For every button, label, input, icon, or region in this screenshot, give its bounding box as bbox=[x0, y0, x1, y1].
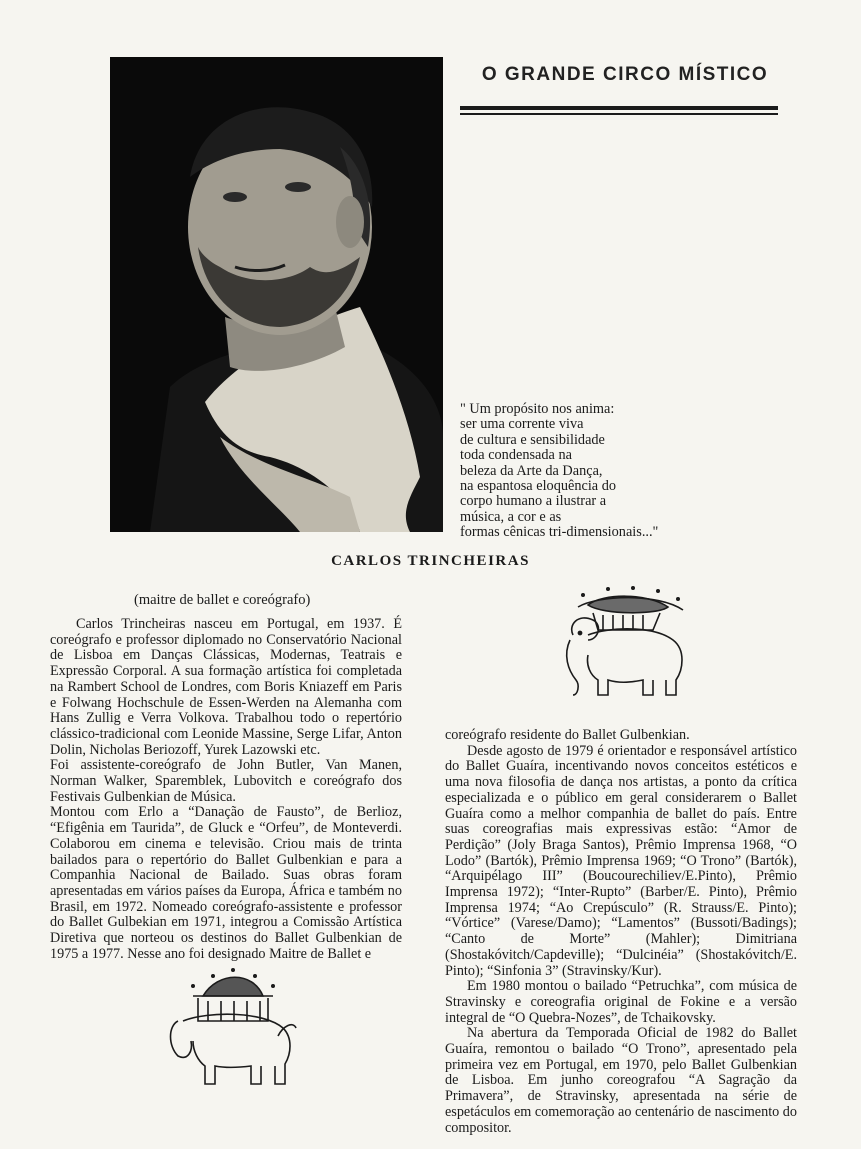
biography-left-column bbox=[50, 617, 402, 962]
title-rule-thin bbox=[460, 113, 778, 115]
circus-elephant-illustration bbox=[163, 966, 298, 1096]
biography-right-column bbox=[445, 728, 797, 1136]
quote-line: ser uma corrente viva bbox=[460, 416, 584, 433]
paragraph: coreógrafo residente do Ballet Gulbenkian. bbox=[445, 727, 690, 743]
portrait-photo bbox=[110, 57, 443, 532]
quote-line: toda condensada na bbox=[460, 447, 572, 464]
paragraph: Montou com Erlo a “Danação de Fausto”, de Berlioz, “Efigênia em Taurida”, de Gluck e “Orfeu”, de Monteverdi. Colaborou em cinema e televisão. Criou mais de trinta bailados para o repertório do Ballet Gulbenkian e para a Companhia Nacional de Bailado. Suas obras foram apresentadas em vários países da Europa, África e também no Brasil, em 1972. Nomeado coreógrafo-assistente e professor do Ballet Gulbekian em 1971, integrou a Comissão Artística Diretiva que norteou os destinos do Ballet Gulbenkian de 1975 a 1977. Nesse ano foi designado Maitre de Ballet e bbox=[50, 804, 402, 962]
quote-line: beleza da Arte da Dança, bbox=[460, 462, 603, 479]
paragraph: Na abertura da Temporada Oficial de 1982 do Ballet Guaíra, remontou o bailado “O Trono”, apresentado pela primeira vez em Portugal, em 1970, pelo Ballet Gulbenkian de Lisboa. Em junho coreografou “A Sagração da Primavera”, de Stravinsky, apresentada na série de espetáculos em comemoração ao centenário de nascimento do compositor. bbox=[445, 1025, 797, 1136]
person-role: (maitre de ballet e coreógrafo) bbox=[134, 592, 311, 608]
quote-block bbox=[460, 402, 720, 541]
page-title: O GRANDE CIRCO MÍSTICO bbox=[481, 64, 769, 85]
quote-line: de cultura e sensibilidade bbox=[460, 431, 605, 448]
quote-line: " Um propósito nos anima: bbox=[460, 401, 615, 417]
quote-line: na espantosa eloquência do bbox=[460, 478, 617, 495]
quote-line: música, a cor e as bbox=[460, 508, 562, 525]
paragraph: Foi assistente-coreógrafo de John Butler, Van Manen, Norman Walker, Sparemblek, Lubovitch e coreógrafo dos Festivais Gulbenkian de Música. bbox=[50, 757, 402, 805]
paragraph: Em 1980 montou o bailado “Petruchka”, com música de Stravinsky e coreografia original de Fokine e a versão integral de “O Quebra-Nozes”, de Tchaikovsky. bbox=[445, 978, 797, 1026]
quote-line: formas cênicas tri-dimensionais..." bbox=[460, 524, 659, 541]
paragraph: Desde agosto de 1979 é orientador e responsável artístico do Ballet Guaíra, incentivando novos conceitos estéticos e uma nova filosofia de dança nos artistas, a ponto da crítica especializada e o público em geral considerarem o Ballet Guaíra como a melhor companhia de ballet do país. Entre suas coreografias mais expressivas estão: “Amor de Perdição” (Joly Braga Santos), Prêmio Imprensa 1968, “O Lodo” (Bartók), Prêmio Imprensa 1969; “O Trono” (Bartók), “Arquipélago III” (Boucourechiliev/E.Pinto), Prêmio Imprensa 1972); “Inter-Rupto” (Barber/E. Pinto), Prêmio Imprensa 1974; “Ao Crepúsculo” (R. Strauss/E. Pinto); “Vórtice” (Varese/Damo); “Lamentos” (Bussoti/Badings); “Canto de Morte” (Mahler); Dimitriana (Shostakóvitch/Capdeville); “Dulcinéia” (Shostakóvitch/E. Pinto); “Sinfonia 3” (Stravinsky/Kur). bbox=[445, 742, 797, 979]
circus-elephant-illustration bbox=[558, 585, 693, 705]
person-name: CARLOS TRINCHEIRAS bbox=[331, 553, 530, 569]
quote-line: corpo humano a ilustrar a bbox=[460, 493, 607, 510]
title-rule bbox=[460, 106, 778, 110]
paragraph: Carlos Trincheiras nasceu em Portugal, em 1937. É coreógrafo e professor diplomado no Conservatório Nacional de Lisboa em Danças Clássicas, Modernas, Teatrais e Expressão Corporal. A sua formação artística foi completada na Rambert School de Londres, com Boris Kniazeff em Paris e Folwang Hochschule de Essen-Werden na Alemanha com Hans Zullig e Verra Volkova. Trabalhou todo o repertório clássico-tradicional com Leonide Massine, Serge Lifar, Anton Dolin, Nicholas Beriozoff, Yurek Lazowski etc. bbox=[50, 616, 402, 758]
